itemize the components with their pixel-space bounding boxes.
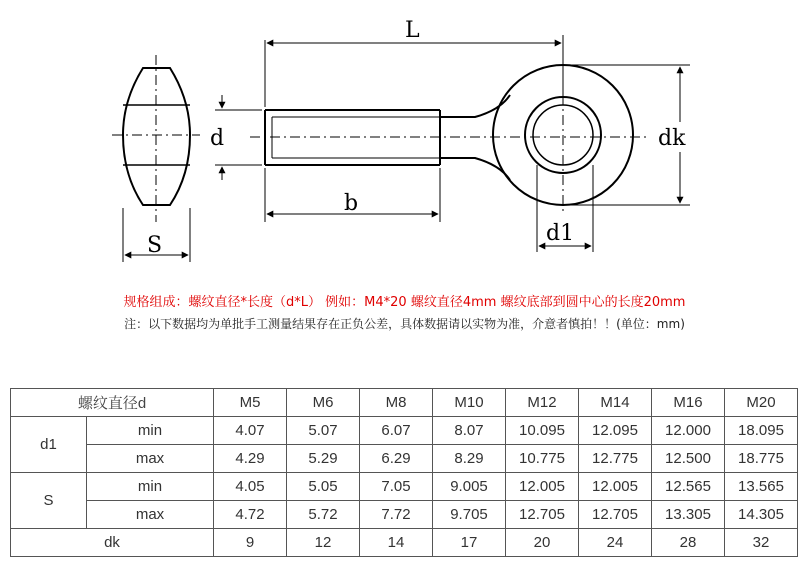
size-header-cell: M8 [360, 389, 433, 417]
value-cell: 4.29 [214, 445, 287, 473]
value-cell: 28 [652, 529, 725, 557]
front-view [215, 35, 690, 252]
value-cell: 14 [360, 529, 433, 557]
size-header-cell: M12 [506, 389, 579, 417]
table-row [11, 473, 798, 501]
row-sub-cell: max [87, 445, 214, 473]
row-sub-cell: min [87, 417, 214, 445]
value-cell: 6.07 [360, 417, 433, 445]
value-cell: 32 [725, 529, 798, 557]
value-cell: 13.305 [652, 501, 725, 529]
size-header-cell: M14 [579, 389, 652, 417]
table-row [11, 445, 798, 473]
value-cell: 12.775 [579, 445, 652, 473]
value-cell: 10.095 [506, 417, 579, 445]
table-row [11, 417, 798, 445]
size-header-cell: M20 [725, 389, 798, 417]
row-sub-cell: min [87, 473, 214, 501]
value-cell: 12 [287, 529, 360, 557]
value-cell: 12.005 [579, 473, 652, 501]
value-cell: 12.705 [506, 501, 579, 529]
dim-label-dk: dk [658, 126, 686, 151]
row-group-cell: S [11, 473, 87, 529]
dim-label-s: S [147, 233, 163, 258]
size-header-cell: M16 [652, 389, 725, 417]
value-cell: 5.72 [287, 501, 360, 529]
value-cell: 4.05 [214, 473, 287, 501]
value-cell: 10.775 [506, 445, 579, 473]
table-row [11, 501, 798, 529]
value-cell: 18.095 [725, 417, 798, 445]
value-cell: 20 [506, 529, 579, 557]
dim-label-l: L [405, 18, 420, 43]
value-cell: 7.05 [360, 473, 433, 501]
spec-composition-note: 规格组成：螺纹直径*长度（d*L） 例如：M4*20 螺纹直径4mm 螺纹底部到圆中心的长度20mm [123, 295, 686, 310]
value-cell: 12.005 [506, 473, 579, 501]
value-cell: 5.29 [287, 445, 360, 473]
value-cell: 14.305 [725, 501, 798, 529]
row-group-cell: dk [11, 529, 214, 557]
value-cell: 17 [433, 529, 506, 557]
value-cell: 12.705 [579, 501, 652, 529]
side-view [112, 55, 200, 262]
value-cell: 9.705 [433, 501, 506, 529]
value-cell: 9.005 [433, 473, 506, 501]
value-cell: 5.07 [287, 417, 360, 445]
value-cell: 18.775 [725, 445, 798, 473]
value-cell: 9 [214, 529, 287, 557]
row-sub-cell: max [87, 501, 214, 529]
size-header-cell: M10 [433, 389, 506, 417]
size-header-cell: M6 [287, 389, 360, 417]
value-cell: 12.565 [652, 473, 725, 501]
value-cell: 7.72 [360, 501, 433, 529]
row-group-cell: d1 [11, 417, 87, 473]
value-cell: 5.05 [287, 473, 360, 501]
value-cell: 8.07 [433, 417, 506, 445]
table-row [11, 529, 798, 557]
value-cell: 6.29 [360, 445, 433, 473]
value-cell: 12.095 [579, 417, 652, 445]
table-header-row [11, 389, 798, 417]
dim-label-b: b [344, 191, 359, 216]
value-cell: 12.500 [652, 445, 725, 473]
dimension-table [10, 388, 798, 557]
dim-label-d: d [210, 126, 225, 151]
header-label-cell: 螺纹直径d [11, 389, 214, 417]
value-cell: 13.565 [725, 473, 798, 501]
value-cell: 8.29 [433, 445, 506, 473]
value-cell: 24 [579, 529, 652, 557]
value-cell: 12.000 [652, 417, 725, 445]
size-header-cell: M5 [214, 389, 287, 417]
value-cell: 4.72 [214, 501, 287, 529]
dim-label-d1: d1 [546, 221, 575, 246]
value-cell: 4.07 [214, 417, 287, 445]
measurement-disclaimer: 注：以下数据均为单批手工测量结果存在正负公差，具体数据请以实物为准，介意者慎拍！！(单位：mm) [124, 317, 685, 331]
